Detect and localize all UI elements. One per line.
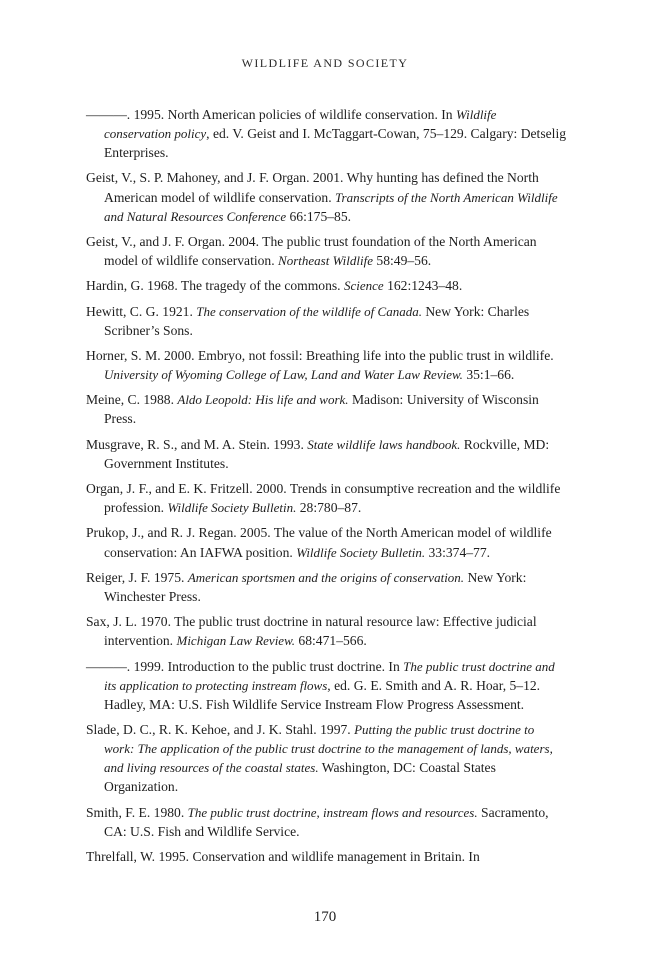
reference-text: Meine, C. 1988. xyxy=(86,392,178,408)
reference-text: New York: Winchester Press. xyxy=(104,569,527,604)
reference-italic-title: University of Wyoming College of Law, Land and Water Law Review. xyxy=(104,367,463,383)
reference-italic-title: The conservation of the wildlife of Canada. xyxy=(196,303,422,319)
reference-text: Hewitt, C. G. 1921. xyxy=(86,303,197,319)
reference-text: 35:1–66. xyxy=(462,367,515,383)
reference-entry xyxy=(86,479,566,517)
reference-italic-title: Michigan Law Review. xyxy=(176,633,296,649)
reference-text: Slade, D. C., R. K. Kehoe, and J. K. Stahl. 1997. xyxy=(86,722,355,738)
reference-text: ———. 1999. Introduction to the public trust doctrine. In xyxy=(86,658,404,674)
reference-italic-title: Science xyxy=(343,278,384,294)
reference-italic-title: Putting the public trust doctrine to work: The application of the public trust doctrine to the management of lands, waters, and living resources of the coastal states. xyxy=(104,722,553,776)
reference-text: Hardin, G. 1968. The tragedy of the commons. xyxy=(86,278,344,294)
reference-entry xyxy=(86,657,566,714)
reference-text: Rockville, MD: Government Institutes. xyxy=(104,436,550,471)
reference-text: Geist, V., S. P. Mahoney, and J. F. Organ. 2001. Why hunting has defined the North American model of wildlife conservation. xyxy=(86,170,539,205)
reference-entry xyxy=(86,568,566,606)
reference-entry xyxy=(86,435,566,473)
reference-italic-title: Northeast Wildlife xyxy=(278,253,374,269)
reference-italic-title: Wildlife conservation policy xyxy=(104,107,497,142)
reference-entry xyxy=(86,232,566,270)
reference-entry xyxy=(86,803,566,841)
reference-text: 66:175–85. xyxy=(286,208,352,224)
reference-text: Smith, F. E. 1980. xyxy=(86,804,188,820)
reference-entry xyxy=(86,105,566,162)
reference-text: Washington, DC: Coastal States Organization. xyxy=(104,760,496,795)
reference-text: , ed. G. E. Smith and A. R. Hoar, 5–12. Hadley, MA: U.S. Fish Wildlife Service Instream Flow Progress Assessment. xyxy=(104,677,541,712)
running-head: WILDLIFE AND SOCIETY xyxy=(241,56,409,70)
reference-italic-title: Wildlife Society Bulletin. xyxy=(167,500,297,516)
reference-list xyxy=(86,105,566,872)
reference-text: Madison: University of Wisconsin Press. xyxy=(104,392,539,427)
reference-text: Horner, S. M. 2000. Embryo, not fossil: Breathing life into the public trust in wildlife. xyxy=(86,347,554,363)
reference-text: Sax, J. L. 1970. The public trust doctrine in natural resource law: Effective judicial intervention. xyxy=(86,614,537,649)
reference-italic-title: Aldo Leopold: His life and work. xyxy=(177,392,349,408)
reference-entry xyxy=(86,390,566,428)
reference-text: Reiger, J. F. 1975. xyxy=(86,569,188,585)
reference-text: New York: Charles Scribner’s Sons. xyxy=(104,303,530,338)
reference-italic-title: Wildlife Society Bulletin. xyxy=(296,544,426,560)
reference-entry xyxy=(86,276,566,295)
reference-italic-title: Transcripts of the North American Wildlife and Natural Resources Conference xyxy=(104,189,558,224)
reference-text: 28:780–87. xyxy=(296,500,362,516)
reference-text: Sacramento, CA: U.S. Fish and Wildlife Service. xyxy=(104,804,549,839)
reference-entry xyxy=(86,720,566,796)
page-number: 170 xyxy=(313,909,337,925)
reference-text: Geist, V., and J. F. Organ. 2004. The public trust foundation of the North American model of wildlife conservation. xyxy=(86,233,537,269)
reference-text: Organ, J. F., and E. K. Fritzell. 2000. Trends in consumptive recreation and the wildlife profession. xyxy=(86,481,561,516)
reference-entry xyxy=(86,346,566,384)
reference-text: Threlfall, W. 1995. Conservation and wildlife management in Britain. In xyxy=(86,849,480,864)
reference-italic-title: American sportsmen and the origins of conservation. xyxy=(187,569,465,585)
reference-entry xyxy=(86,523,566,561)
reference-text: 162:1243–48. xyxy=(383,278,463,294)
reference-italic-title: The public trust doctrine, instream flows and resources. xyxy=(187,804,478,820)
reference-italic-title: The public trust doctrine and its application to protecting instream flows xyxy=(104,658,555,693)
reference-entry xyxy=(86,612,566,650)
reference-entry xyxy=(86,847,566,866)
reference-text: Prukop, J., and R. J. Regan. 2005. The value of the North American model of wildlife conservation: An IAFWA position. xyxy=(86,525,552,560)
reference-text: , ed. V. Geist and I. McTaggart-Cowan, 75–129. Calgary: Detselig Enterprises. xyxy=(104,126,567,161)
reference-text: ———. 1995. North American policies of wildlife conservation. In xyxy=(86,107,456,122)
reference-text: Musgrave, R. S., and M. A. Stein. 1993. xyxy=(86,436,308,452)
reference-text: 33:374–77. xyxy=(425,544,491,560)
reference-entry xyxy=(86,302,566,340)
reference-text: 68:471–566. xyxy=(295,633,367,649)
reference-text: 58:49–56. xyxy=(373,253,432,269)
reference-italic-title: State wildlife laws handbook. xyxy=(307,436,461,452)
reference-entry xyxy=(86,168,566,225)
